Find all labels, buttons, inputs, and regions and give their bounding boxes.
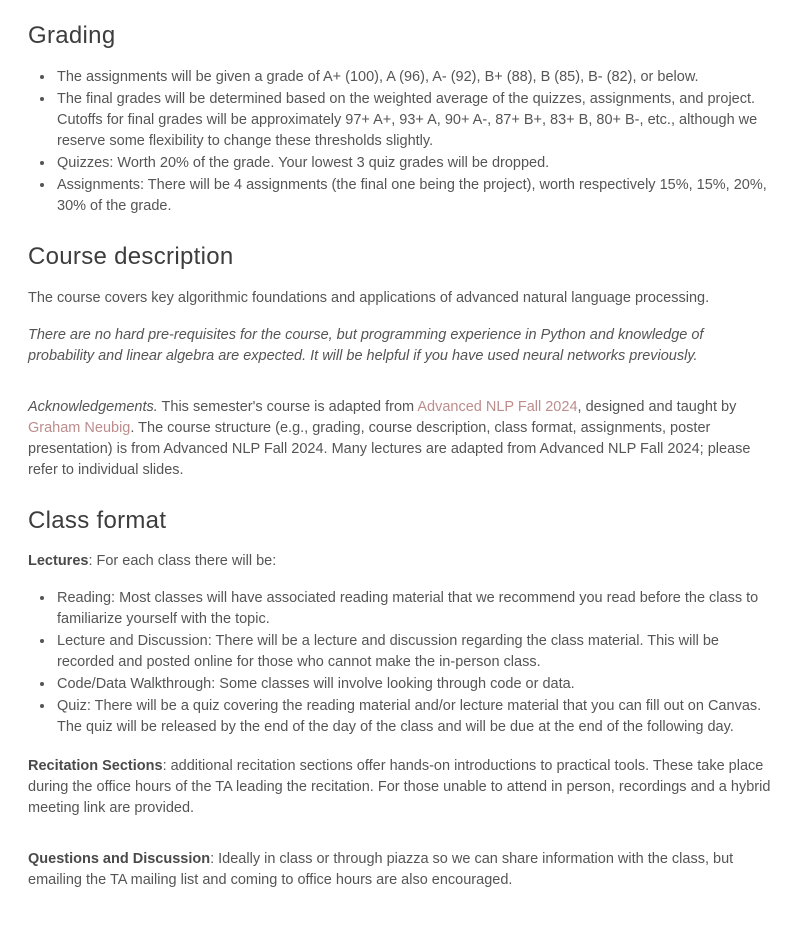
questions-paragraph [28,849,772,891]
list-item: • The final grades will be determined based on the weighted average of the quizzes, assignments, and project. Cutoffs for final grades will be approximately 97+ A+, 93+ A, 90+ A-, 87+ B+, 83+ B, 80+ B-, etc., although we reserve some flexibility to change these thresholds slightly. [55,89,772,152]
acknowledgements-label: Acknowledgements. [28,398,158,415]
list-item: • Assignments: There will be 4 assignments (the final one being the project), worth respectively 15%, 15%, 20%, 30% of the grade. [55,175,772,217]
lectures-text: : For each class there will be: [88,553,277,570]
list-item: • Quizzes: Worth 20% of the grade. Your lowest 3 quiz grades will be dropped. [55,153,772,174]
recitation-paragraph [28,756,772,819]
grading-heading: Grading [28,22,116,49]
course-intro-paragraph: The course covers key algorithmic foundations and applications of advanced natural language processing. [28,289,710,306]
list-item: • Reading: Most classes will have associated reading material that we recommend you read before the class to familiarize yourself with the topic. [55,588,772,630]
lectures-label: Lectures [28,553,89,570]
class-format-list [28,588,772,738]
lectures-paragraph [28,551,772,572]
grading-list [28,67,772,217]
class-format-heading: Class format [28,506,167,534]
graham-neubig-link[interactable]: Graham Neubig [28,419,131,436]
acknowledgements-paragraph [28,397,772,481]
acknowledgements-text: This semester's course is adapted from [157,398,418,415]
acknowledgements-text: , designed and taught by [577,398,737,415]
questions-text: : Ideally in class or through piazza so we can share information with the class, but emailing the TA mailing list and coming to office hours are also encouraged. [28,851,734,889]
list-item: • The assignments will be given a grade of A+ (100), A (96), A- (92), B+ (88), B (85), B- (82), or below. [55,67,772,88]
recitation-label: Recitation Sections [28,758,163,775]
list-item: • Lecture and Discussion: There will be a lecture and discussion regarding the class material. This will be recorded and posted online for those who cannot make the in-person class. [55,631,772,673]
recitation-text: : additional recitation sections offer hands-on introductions to practical tools. These take place during the office hours of the TA leading the recitation. For those unable to attend in person, recordings and a hybrid meeting link are provided. [28,758,771,817]
prerequisites-paragraph: There are no hard pre-requisites for the course, but programming experience in Python and knowledge of probability and linear algebra are expected. It will be helpful if you have used neural networks previously. [28,326,704,364]
course-description-heading: Course description [28,242,234,270]
list-item: • Code/Data Walkthrough: Some classes will involve looking through code or data. [55,674,772,695]
advanced-nlp-fall-2024-link[interactable]: Advanced NLP Fall 2024 [417,398,578,415]
list-item: • Quiz: There will be a quiz covering the reading material and/or lecture material that you can fill out on Canvas. The quiz will be released by the end of the day of the class and will be due at the end of the following day. [55,696,772,738]
questions-label: Questions and Discussion [28,851,211,868]
acknowledgements-text: . The course structure (e.g., grading, course description, class format, assignments, poster presentation) is from Advanced NLP Fall 2024. Many lectures are adapted from Advanced NLP Fall 2024; please refer to individual slides. [28,419,751,478]
